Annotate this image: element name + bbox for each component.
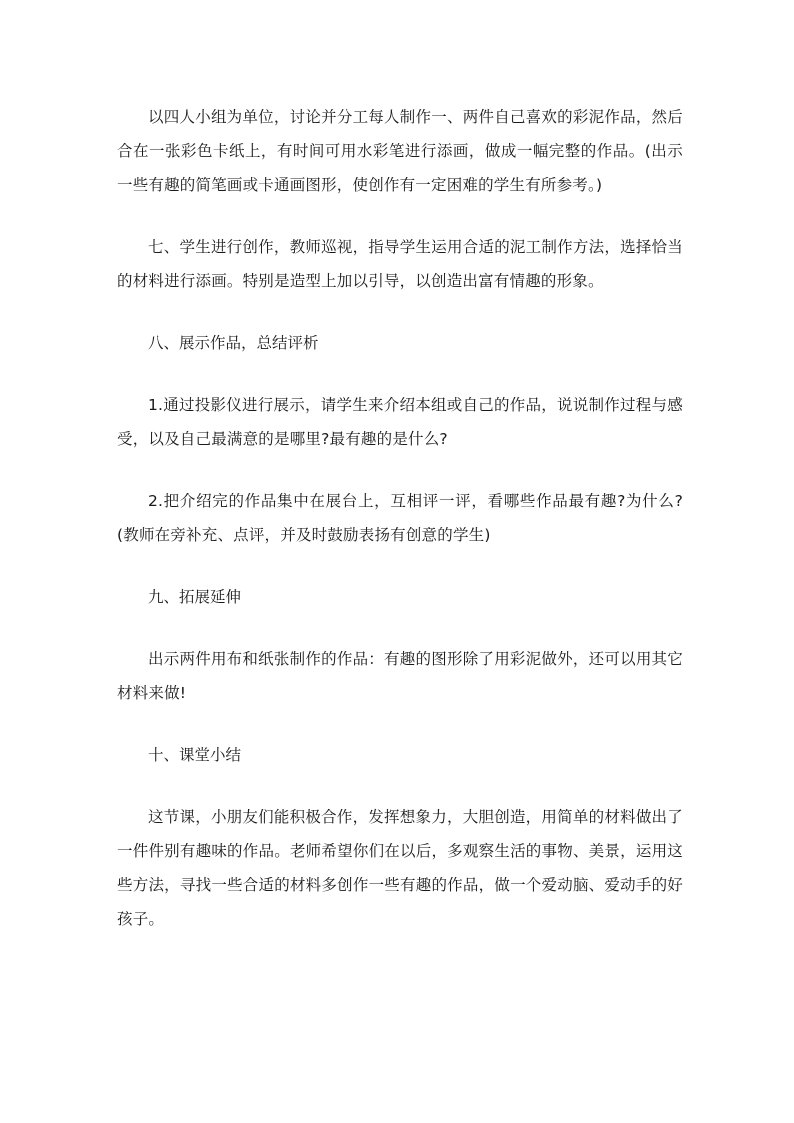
paragraph-summary: 这节课，小朋友们能积极合作，发挥想象力，大胆创造，用简单的材料做出了一件件别有趣味的作品。老师希望你们在以后，多观察生活的事物、美景，运用这些方法，寻找一些合适的材料多创作一些有趣的作品，做一个爱动脑、爱动手的好孩子。 <box>117 808 683 928</box>
paragraph-step-seven: 七、学生进行创作，教师巡视，指导学生运用合适的泥工制作方法，选择恰当的材料进行添画。特别是造型上加以引导，以创造出富有情趣的形象。 <box>117 238 683 290</box>
paragraph-projector-display: 1.通过投影仪进行展示，请学生来介绍本组或自己的作品，说说制作过程与感受，以及自己最满意的是哪里?最有趣的是什么? <box>117 396 683 448</box>
paragraph-peer-review: 2.把介绍完的作品集中在展台上，互相评一评，看哪些作品最有趣?为什么?(教师在旁补充、点评，并及时鼓励表扬有创意的学生) <box>117 492 683 544</box>
paragraph-group-work: 以四人小组为单位，讨论并分工每人制作一、两件自己喜欢的彩泥作品，然后合在一张彩色卡纸上，有时间可用水彩笔进行添画，做成一幅完整的作品。(出示一些有趣的简笔画或卡通画图形，使创作有一定困难的学生有所参考。) <box>117 108 683 194</box>
section-heading-extension: 九、拓展延伸 <box>148 588 242 606</box>
section-heading-summary: 十、课堂小结 <box>148 746 242 764</box>
section-heading-show-works: 八、展示作品，总结评析 <box>148 334 319 352</box>
document-body <box>117 100 683 964</box>
paragraph-extension: 出示两件用布和纸张制作的作品：有趣的图形除了用彩泥做外，还可以用其它材料来做! <box>117 650 683 702</box>
